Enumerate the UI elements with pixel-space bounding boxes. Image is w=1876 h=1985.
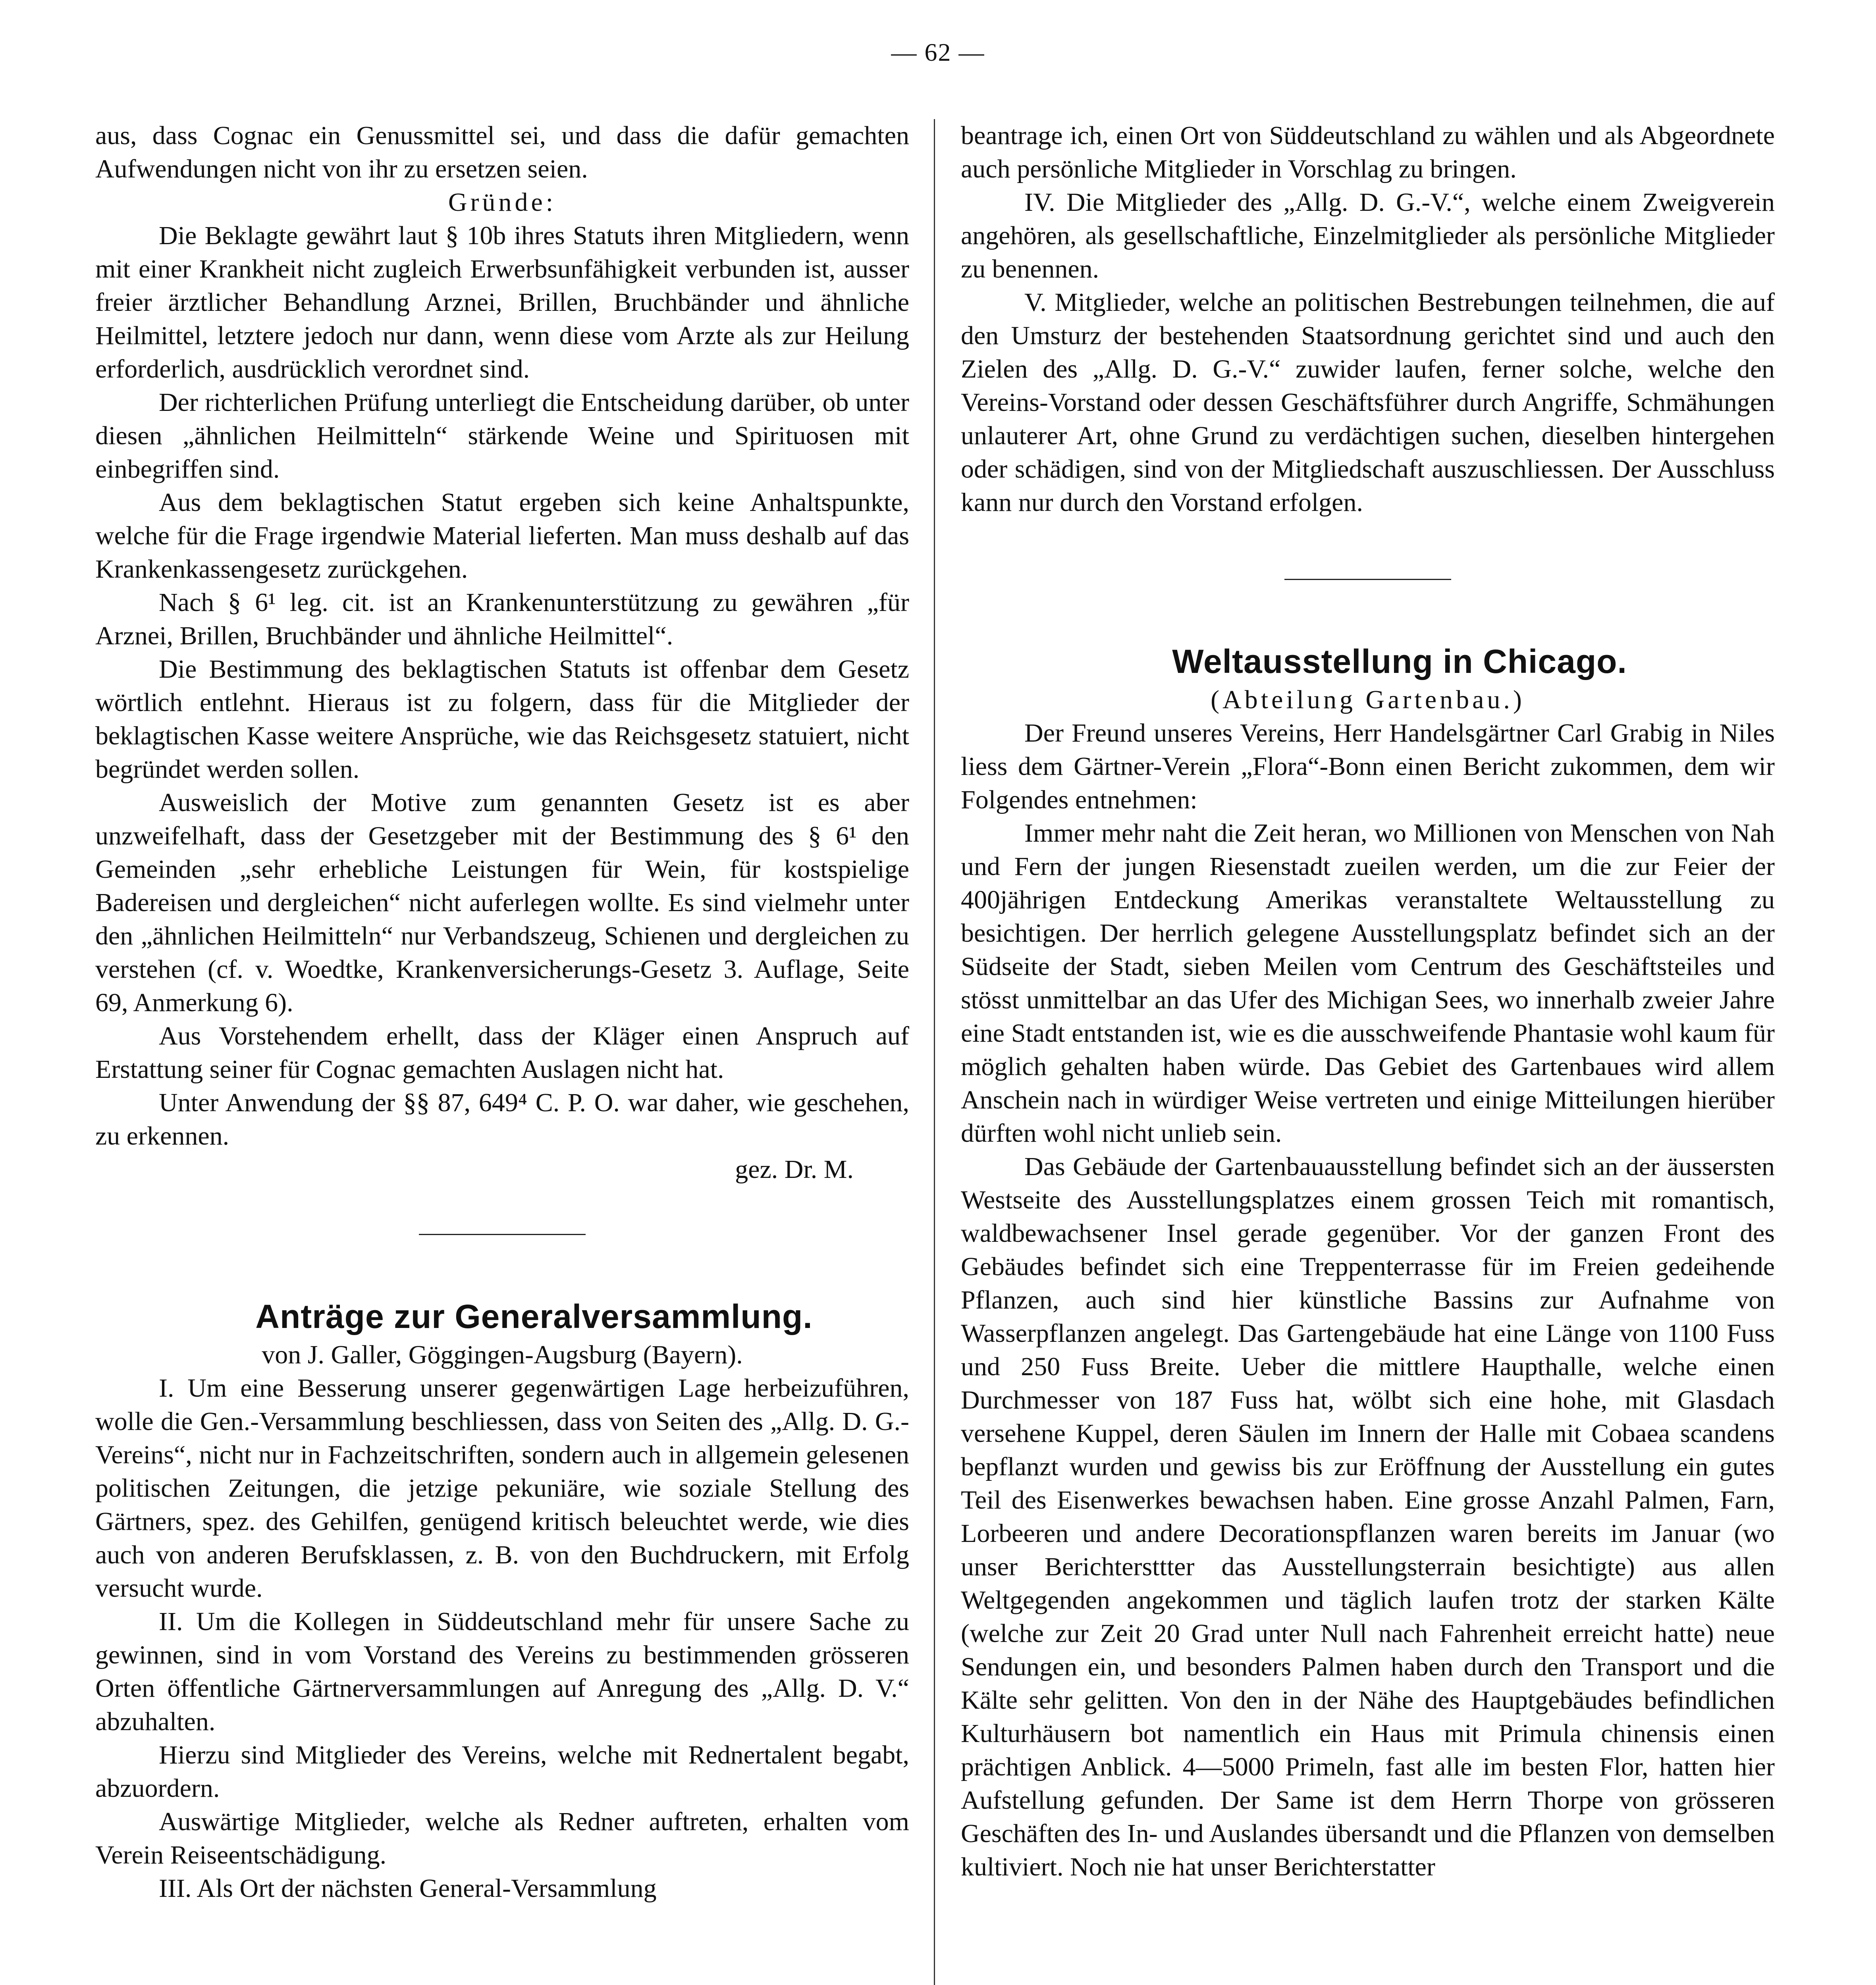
- page-number: — 62 —: [891, 38, 985, 66]
- paragraph: Die Beklagte gewährt laut § 10b ihres Statuts ihren Mitgliedern, wenn mit einer Krankheit nicht zugleich Erwerbsunfähigkeit verbunden ist, ausser freier ärztlicher Behandlung Arznei, Brillen, Bruchbänder und ähnliche Heilmittel, letztere jedoch nur dann, wenn diese vom Arzte als zur Heilung erforderlich, ausdrücklich verordnet sind.: [95, 221, 909, 384]
- paragraph: IV. Die Mitglieder des „Allg. D. G.-V.“, welche einem Zweigverein angehören, als gesellschaftliche, Einzelmitglieder als persönliche Mitglieder zu benennen.: [961, 188, 1775, 283]
- paragraph: beantrage ich, einen Ort von Süddeutschland zu wählen und als Abgeordnete auch persönliche Mitglieder in Vorschlag zu bringen.: [961, 121, 1775, 183]
- paragraph: V. Mitglieder, welche an politischen Bestrebungen teilnehmen, die auf den Umsturz der bestehenden Staatsordnung gerichtet sind und auch den Zielen des „Allg. D. G.-V.“ zuwider laufen, ferner solche, welche den Vereins-Vorstand oder dessen Geschäftsführer durch Angriffe, Schmähungen unlauterer Art, ohne Grund zu verdächtigen suchen, dieselben hintergehen oder schädigen, sind von der Mitgliedschaft auszuschliessen. Der Ausschluss kann nur durch den Vorstand erfolgen.: [961, 288, 1775, 517]
- paragraph: Immer mehr naht die Zeit heran, wo Millionen von Menschen von Nah und Fern der jungen Riesenstadt zueilen werden, um die zur Feier der 400jährigen Entdeckung Amerikas veranstaltete Weltausstellung zu besichtigen. Der herrlich gelegene Ausstellungsplatz befindet sich an der Südseite der Stadt, sieben Meilen vom Centrum des Geschäftsteiles und stösst unmittelbar an das Ufer des Michigan Sees, wo innerhalb zweier Jahre eine Stadt entstanden ist, wie es die ausschweifende Phantasie wohl kaum für möglich gehalten haben würde. Das Gebiet des Gartenbaues wird allem Anschein nach in würdiger Weise vertreten und einige Mitteilungen hierüber dürften wohl nicht unlieb sein.: [961, 819, 1775, 1148]
- paragraph: I. Um eine Besserung unserer gegenwärtigen Lage herbeizuführen, wolle die Gen.-Versammlung beschliessen, dass von Seiten des „Allg. D. G.-Vereins“, nicht nur in Fachzeitschriften, sondern auch in allgemein gelesenen politischen Zeitungen, die jetzige pekuniäre, wie soziale Stellung des Gärtners, spez. des Gehilfen, genügend kritisch beleuchtet werde, wie dies auch von anderen Berufsklassen, z. B. von den Buchdruckern, mit Erfolg versucht wurde.: [95, 1374, 909, 1603]
- section-title-antraege: Anträge zur Generalversammlung.: [255, 1298, 813, 1335]
- paragraph: Das Gebäude der Gartenbauausstellung befindet sich an der äussersten Westseite des Ausstellungsplatzes einem grossen Teich mit romantisch, waldbewachsener Insel gerade gegenüber. Vor der ganzen Front des Gebäudes befindet sich eine Treppenterrasse für im Freien gedeihende Pflanzen, auch sind hier künstliche Bassins zur Aufnahme von Wasserpflanzen angelegt. Das Gartengebäude hat eine Länge von 1100 Fuss und 250 Fuss Breite. Ueber die mittlere Haupthalle, welche einen Durchmesser von 187 Fuss hat, wölbt sich eine hohe, mit Glasdach versehene Kuppel, deren Säulen im Innern der Halle mit Cobaea scandens bepflanzt wurden und gewiss bis zur Eröffnung der Ausstellung ein gutes Teil des Eisenwerkes bewachsen haben. Eine grosse Anzahl Palmen, Farn, Lorbeeren und andere Decorationspflanzen waren bereits im Januar (wo unser Berichtersttter das Ausstellungsterrain besichtigte) aus allen Weltgegenden angekommen und täglich laufen trotz der starken Kälte (welche zur Zeit 20 Grad unter Null nach Fahrenheit erreicht hatte) neue Sendungen ein, und besonders Palmen haben durch den Transport und die Kälte sehr gelitten. Von den in der Nähe des Hauptgebäudes befindlichen Kulturhäusern bot namentlich ein Haus mit Primula chinensis einen prächtigen Anblick. 4—5000 Primeln, fast alle im besten Flor, hatten hier Aufstellung gefunden. Der Same ist dem Herrn Thorpe von grösseren Geschäften des In- und Auslandes übersandt und die Pflanzen von demselben kultiviert. Noch nie hat unser Berichterstatter: [961, 1152, 1775, 1881]
- paragraph: II. Um die Kollegen in Süddeutschland mehr für unsere Sache zu gewinnen, sind in vom Vorstand des Vereins zu bestimmenden grösseren Orten öffentliche Gärtnerversammlungen auf Anregung des „Allg. D. V.“ abzuhalten.: [95, 1607, 909, 1736]
- paragraph: Nach § 6¹ leg. cit. ist an Krankenunterstützung zu gewähren „für Arznei, Brillen, Bruchbänder und ähnliche Heilmittel“.: [95, 588, 909, 650]
- paragraph: Die Bestimmung des beklagtischen Statuts ist offenbar dem Gesetz wörtlich entlehnt. Hieraus ist zu folgern, dass für die Mitglieder der beklagtischen Kasse weitere Ansprüche, wie das Reichsgesetz statuiert, nicht begründet werden sollen.: [95, 655, 909, 784]
- paragraph: III. Als Ort der nächsten General-Versammlung: [159, 1874, 657, 1903]
- section-divider: [1284, 579, 1451, 580]
- left-column: [95, 119, 909, 1985]
- section-subtitle: (Abteilung Gartenbau.): [1211, 685, 1525, 714]
- paragraph: Aus dem beklagtischen Statut ergeben sich keine Anhaltspunkte, welche für die Frage irgendwie Material lieferten. Man muss deshalb auf das Krankenkassengesetz zurückgehen.: [95, 488, 909, 584]
- paragraph: Der richterlichen Prüfung unterliegt die Entscheidung darüber, ob unter diesen „ähnlichen Heilmitteln“ stärkende Weine und Spirituosen mit einbegriffen sind.: [95, 388, 909, 484]
- paragraph: Der Freund unseres Vereins, Herr Handelsgärtner Carl Grabig in Niles liess dem Gärtner-Verein „Flora“-Bonn einen Bericht zukommen, dem wir Folgendes entnehmen:: [961, 719, 1775, 814]
- paragraph: Auswärtige Mitglieder, welche als Redner auftreten, erhalten vom Verein Reiseentschädigung.: [95, 1807, 909, 1869]
- paragraph: Aus Vorstehendem erhellt, dass der Kläger einen Anspruch auf Erstattung seiner für Cognac gemachten Auslagen nicht hat.: [95, 1021, 909, 1084]
- paragraph-heading-gruende: Gründe:: [448, 188, 557, 217]
- section-title-weltausstellung: Weltausstellung in Chicago.: [1172, 643, 1627, 680]
- paragraph: Ausweislich der Motive zum genannten Gesetz ist es aber unzweifelhaft, dass der Gesetzgeber mit der Bestimmung des § 6¹ den Gemeinden „sehr erhebliche Leistungen für Wein, für kostspielige Badereisen und dergleichen“ nicht auferlegen wollte. Es sind vielmehr unter den „ähnlichen Heilmitteln“ nur Verbandszeug, Schienen und dergleichen zu verstehen (cf. v. Woedtke, Krankenversicherungs-Gesetz 3. Auflage, Seite 69, Anmerkung 6).: [95, 788, 909, 1017]
- column-divider: [934, 119, 935, 1985]
- section-divider: [419, 1234, 586, 1235]
- paragraph: aus, dass Cognac ein Genussmittel sei, und dass die dafür gemachten Aufwendungen nicht von ihr zu ersetzen seien.: [95, 121, 909, 183]
- right-column: [961, 119, 1775, 1985]
- signature-line: gez. Dr. M.: [735, 1155, 854, 1184]
- section-byline: von J. Galler, Göggingen-Augsburg (Bayern).: [262, 1340, 743, 1369]
- paragraph: Hierzu sind Mitglieder des Vereins, welche mit Rednertalent begabt, abzuordern.: [95, 1740, 909, 1803]
- paragraph: Unter Anwendung der §§ 87, 649⁴ C. P. O. war daher, wie geschehen, zu erkennen.: [95, 1088, 909, 1151]
